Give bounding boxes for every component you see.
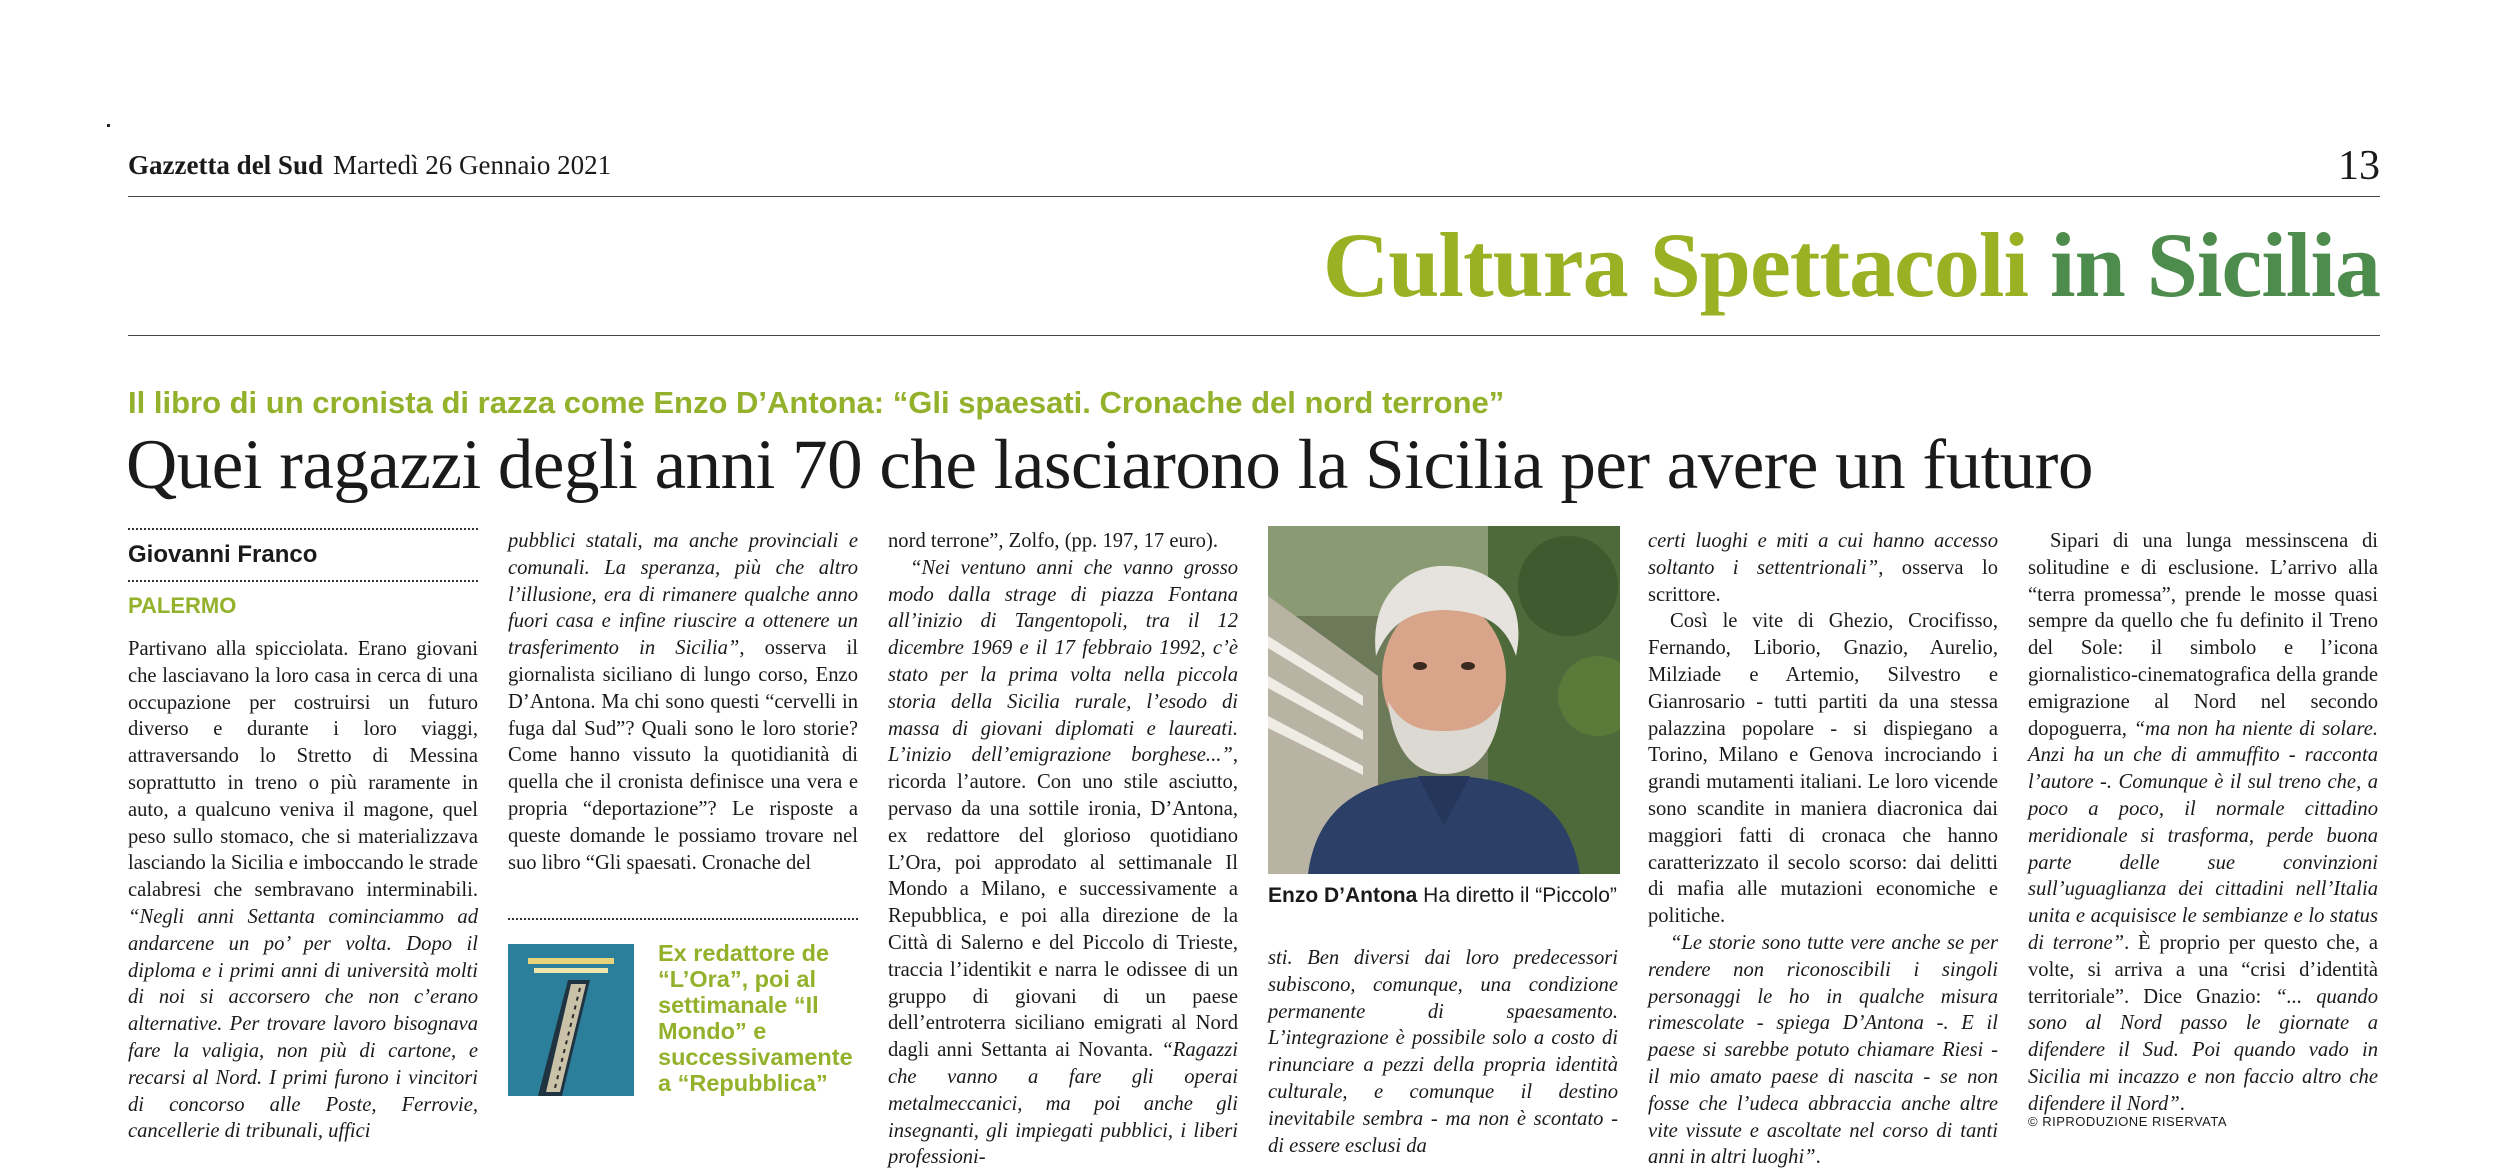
pull-quote-rule (508, 918, 858, 920)
page-number: 13 (2338, 143, 2380, 189)
col5-quote-1: certi luoghi e miti a cui hanno accesso soltanto i settentrionali” (1648, 530, 1998, 579)
col3-quote-1: “Nei ventuno anni che vanno grosso modo dalla strage di piazza Fontana all’inizio di Tangentopoli, tra il 12 dicembre 1969 e il 17 febbraio 1992, c’è stato per la prima volta nella piccola storia della Sicilia rurale, l’esodo di massa di giovani diplomati e laureati. L’inizio dell’emigrazione borghese...” (888, 556, 1238, 767)
col4-quote: sti. Ben diversi dai loro predecessori subiscono, comunque, una condizione permanente di spaesamento. L’integrazione è possibile solo a costo di rinunciare a pezzi della propria identità culturale, e comunque il destino inevitabile sembra - ma non è scontato - di essere esclusi da (1268, 947, 1618, 1157)
caption-text: Ha diretto il “Piccolo” (1423, 884, 1617, 907)
article-column-2 (508, 528, 858, 876)
col2-text: , osserva il giornalista siciliano di lungo corso, Enzo D’Antona. Ma chi sono questi “cervelli in fuga dal Sud”? Quali sono le loro storie? Come hanno vissuto la quotidianità di quella che il cronista definisce una vera e propria “deportazione”? Le risposte a queste domande le possiamo trovare nel suo libro “Gli spaesati. Cronache del (508, 637, 858, 874)
col5-text-1: , osserva lo scrittore. (1648, 556, 1998, 606)
section-title-part1: Cultura Spettacoli (1322, 214, 2029, 316)
col6-text-3: . (2179, 1092, 2185, 1115)
section-title (1323, 212, 2380, 318)
section-title-part2: in Sicilia (2050, 214, 2380, 316)
stray-dot (107, 124, 110, 127)
article-column-1 (128, 636, 478, 1145)
pull-quote: Ex redattore de “L’Ora”, poi al settimanale “Il Mondo” e successivamente a “Repubblica” (658, 940, 853, 1096)
col2-quote: pubblici statali, ma anche provinciali e comunali. La speranza, più che altro l’illusione, era di rimanere qualche anno fuori casa e infine riuscire a ottenere un trasferimento in Sicilia” (508, 530, 858, 660)
masthead (128, 150, 611, 181)
byline: Giovanni Franco (128, 541, 318, 568)
col5-text-2: . (1815, 1146, 1821, 1169)
section-rule (128, 335, 2380, 336)
col5-paragraph-2: Così le vite di Ghezio, Crocifisso, Fernando, Liborio, Gnazio, Aurelio, Milziade e Artemio, Silvestro e Gianrosario - tutti partiti da una stessa palazzina popolare - si dispiegano a Torino, Milano e Genova incrociando i grandi mutamenti italiani. Le loro vicende sono scandite in maniera diacronica dai maggiori fatti di cronaca che hanno caratterizzato il secolo scorso: dai delitti di mafia alle mutazioni economiche e politiche. (1648, 610, 1998, 928)
caption-name: Enzo D’Antona (1268, 884, 1418, 907)
col5-quote-2: “Le storie sono tutte vere anche se per rendere non riconoscibili i singoli personaggi le ho in qualche misura rimescolate - spiega D’Antona -. E il paese si sarebbe potuto chiamare Riesi - il mio amato paese di nascita - se non fosse che l’udeca abbraccia anche altre vite vissute e ascoltate nel corso di tanti anni in altri luoghi” (1648, 931, 1998, 1169)
article-column-4 (1268, 945, 1618, 1159)
newspaper-name: Gazzetta del Sud (128, 150, 323, 180)
col3-quote-2: “Ragazzi che vanno a fare gli operai metalmeccanici, ma poi anche gli insegnanti, gli impiegati pubblici, i liberi professioni- (888, 1039, 1238, 1169)
col3-text: , ricorda l’autore. Con uno stile asciutto, pervaso da una sottile ironia, D’Antona, ex redattore del glorioso quotidiano L’Ora, poi approdato al settimanale Il Mondo a Milano, e successivamente a Repubblica, e poi alla direzione de la Città di Salerno e del Piccolo di Trieste, traccia l’identikit e narra le odissee di un gruppo di giovani di un paese dell’entroterra siciliano emigrati al Nord dagli anni Settanta ai Novanta. (888, 744, 1238, 1062)
article-column-6 (2028, 528, 2378, 1118)
col6-quote-2: “... quando sono al Nord passo le giornate a difendere il Sud. Poi quando vado in Sicilia mi incazzo e non faccio altro che difendere il Nord” (2028, 985, 2378, 1115)
byline-bottom-rule (128, 580, 478, 582)
copyright-notice: © RIPRODUZIONE RISERVATA (2028, 1114, 2228, 1129)
photo-caption (1268, 884, 1617, 908)
col6-text-2: . È proprio per questo che, a volte, si arriva a una “crisi d’identità territoriale”. Dice Gnazio: (2028, 931, 2378, 1008)
byline-top-rule (128, 528, 478, 530)
col6-quote-1: “ma non ha niente di solare. Anzi ha un che di ammuffito - racconta l’autore -. Comunque è il sul treno che, a poco a poco, il normale cittadino meridionale si trasforma, perde buona parte delle sue convinzioni sull’uguaglianza dei cittadini nell’Italia unita e acquisisce le sembianze e lo status di terrone” (2028, 717, 2378, 954)
col3-intro: nord terrone”, Zolfo, (pp. 197, 17 euro). (888, 530, 1218, 552)
author-photo (1268, 526, 1620, 874)
col1-text: Partivano alla spicciolata. Erano giovani che lasciavano la loro casa in cerca di una occupazione per costruirsi un futuro diverso e durante i loro viaggi, attraversando lo Stretto di Messina soprattutto in treno o più raramente in auto, a qualcuno veniva il magone, quel peso sullo stomaco, che si materializzava lasciando la Sicilia e imboccando le strade calabresi che sembravano interminabili. (128, 638, 478, 902)
masthead-rule (128, 196, 2380, 197)
article-column-3 (888, 528, 1238, 1171)
article-column-5 (1648, 528, 1998, 1171)
dateline: PALERMO (128, 593, 237, 618)
article-headline: Quei ragazzi degli anni 70 che lasciarono la Sicilia per avere un futuro (126, 426, 2093, 504)
article-kicker: Il libro di un cronista di razza come Enzo D’Antona: “Gli spaesati. Cronache del nord terrone” (128, 385, 1505, 420)
issue-date: Martedì 26 Gennaio 2021 (333, 150, 612, 180)
col6-text-1: Sipari di una lunga messinscena di solitudine e di esclusione. L’arrivo alla “terra promessa”, prende le mosse quasi sempre da quello che fu definito il Treno del Sole: il simbolo e l’icona giornalistico-cinematografica della grande emigrazione al Nord nel secondo dopoguerra, (2028, 530, 2378, 740)
book-cover-image (508, 944, 634, 1096)
col1-quote: “Negli anni Settanta cominciammo ad andarcene un po’ per volta. Dopo il diploma e i primi anni di università molti di noi si accorsero che non c’erano alternative. Per trovare lavoro bisognava fare la valigia, non più di cartone, e recarsi al Nord. I primi furono i vincitori di concorso alle Poste, Ferrovie, cancellerie di tribunali, uffici (128, 905, 478, 1143)
